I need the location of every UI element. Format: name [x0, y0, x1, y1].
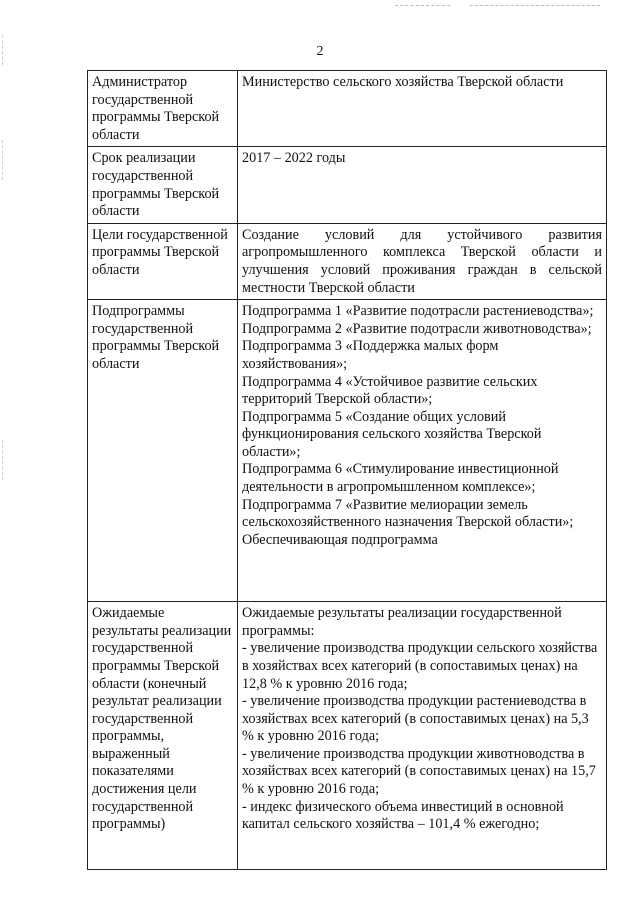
list-item: Подпрограмма 4 «Устойчивое развитие сельских территорий Тверской области»;	[242, 373, 538, 408]
list-item: - увеличение производства продукции животноводства в хозяйствах всех категорий (в сопоставимых ценах) на 15,7 % к уровню 2016 года;	[242, 745, 596, 798]
list-item: Подпрограмма 6 «Стимулирование инвестиционной деятельности в агропромышленном комплексе»;	[242, 461, 559, 496]
row-value-expected-results	[238, 602, 607, 870]
row-label-goals: Цели государственной программы Тверской области	[88, 223, 238, 299]
scan-artifact-line	[395, 5, 450, 6]
row-value-subprograms	[238, 300, 607, 602]
row-label-administrator: Администратор государственной программы Тверской области	[88, 71, 238, 147]
goals-text: Создание условий для устойчивого развития агропромышленного комплекса Тверской области и улучшения условий проживания граждан в сельской местности Тверской области	[242, 226, 602, 296]
table-row	[88, 223, 607, 299]
row-label-subprograms: Подпрограммы государственной программы Тверской области	[88, 300, 238, 602]
list-item: Подпрограмма 1 «Развитие подотрасли растениеводства»;	[242, 303, 594, 320]
scan-artifact-mark	[2, 140, 3, 180]
list-item: - индекс физического объема инвестиций в основной капитал сельского хозяйства – 101,4 % ежегодно;	[242, 798, 564, 833]
scan-artifact-mark	[2, 440, 3, 480]
table-row	[88, 147, 607, 223]
scan-artifact-line	[470, 5, 600, 6]
list-item: Обеспечивающая подпрограмма	[242, 531, 438, 548]
page-number: 2	[316, 44, 324, 59]
row-label-term: Срок реализации государственной программы Тверской области	[88, 147, 238, 223]
list-item: Подпрограмма 7 «Развитие мелиорации земель сельскохозяйственного назначения Тверской области»;	[242, 496, 574, 531]
list-item: Подпрограмма 5 «Создание общих условий функционирования сельского хозяйства Тверской области»;	[242, 408, 542, 460]
list-item: - увеличение производства продукции растениеводства в хозяйствах всех категорий (в сопоставимых ценах) на 5,3 % к уровню 2016 года;	[242, 693, 589, 745]
row-value-administrator: Министерство сельского хозяйства Тверской области	[238, 71, 607, 147]
list-item: - увеличение производства продукции сельского хозяйства в хозяйствах всех категорий (в сопоставимых ценах) на 12,8 % к уровню 2016 года;	[242, 640, 598, 692]
list-item: Ожидаемые результаты реализации государственной программы:	[242, 605, 562, 639]
table-row	[88, 71, 607, 147]
list-item: Подпрограмма 3 «Поддержка малых форм хозяйствования»;	[242, 338, 499, 372]
table-row	[88, 300, 607, 602]
program-passport-table	[87, 70, 607, 870]
row-label-expected-results: Ожидаемые результаты реализации государственной программы Тверской области (конечный результат реализации государственной программы, выраженный показателями достижения цели государственной программы)	[88, 602, 238, 870]
table-row	[88, 602, 607, 870]
row-value-goals	[238, 223, 607, 299]
list-item: Подпрограмма 2 «Развитие подотрасли животноводства»;	[242, 320, 592, 337]
row-value-term: 2017 – 2022 годы	[238, 147, 607, 223]
